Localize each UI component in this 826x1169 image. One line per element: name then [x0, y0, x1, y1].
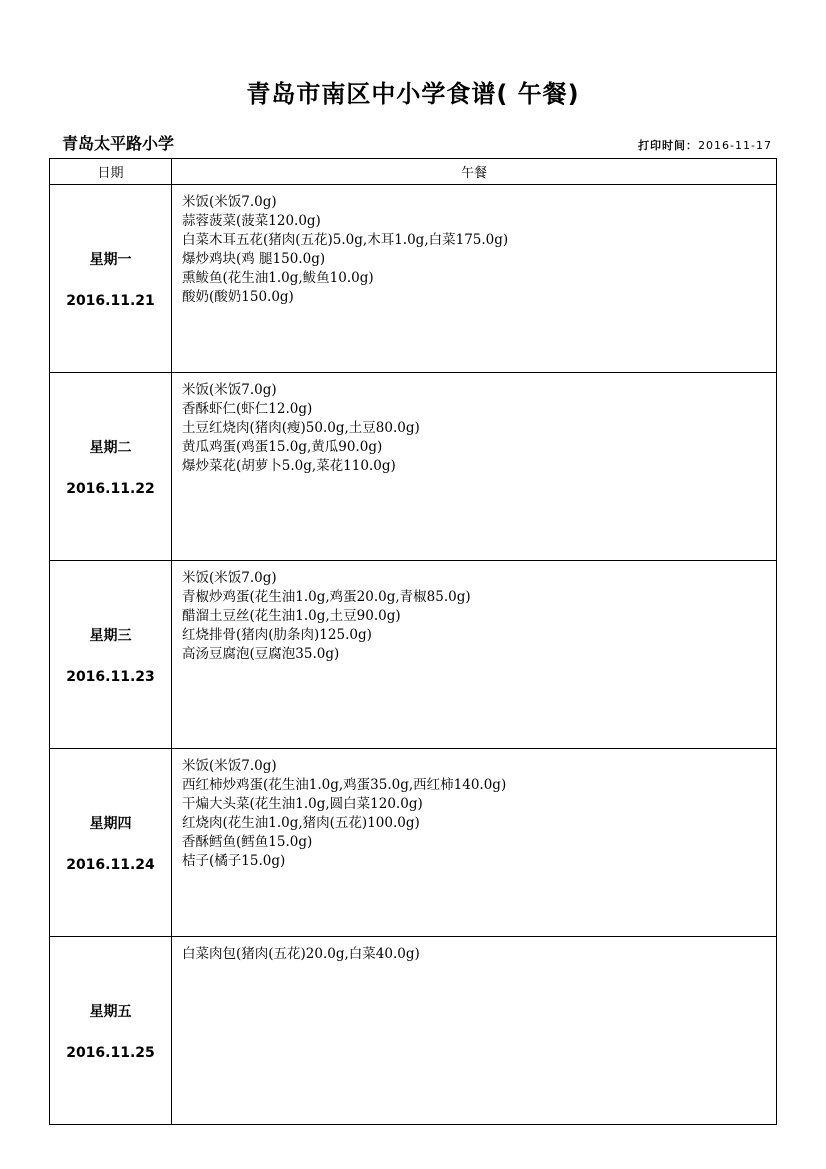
dish-item: 醋溜土豆丝(花生油1.0g,土豆90.0g) — [182, 608, 401, 624]
dish-item: 酸奶(酸奶150.0g) — [182, 289, 294, 305]
date-label: 2016.11.24 — [66, 856, 155, 873]
print-time — [638, 137, 772, 153]
dish-item: 白菜肉包(猪肉(五花)20.0g,白菜40.0g) — [182, 946, 420, 962]
table-row — [50, 561, 777, 749]
weekday-label: 星期一 — [89, 251, 132, 268]
table-row — [50, 749, 777, 937]
dish-item: 土豆红烧肉(猪肉(瘦)50.0g,土豆80.0g) — [182, 420, 420, 436]
weekday-label: 星期四 — [89, 815, 132, 832]
weekday-label: 星期二 — [89, 439, 132, 456]
weekday-label: 星期三 — [89, 627, 132, 644]
meal-cell — [172, 561, 777, 749]
dish-item: 香酥虾仁(虾仁12.0g) — [182, 401, 313, 417]
school-name: 青岛太平路小学 — [62, 134, 175, 153]
dish-item: 爆炒菜花(胡萝卜5.0g,菜花110.0g) — [182, 458, 396, 474]
dish-item: 桔子(橘子15.0g) — [182, 853, 286, 869]
date-label: 2016.11.25 — [66, 1044, 155, 1061]
date-label: 2016.11.23 — [66, 668, 155, 685]
dish-item: 红烧肉(花生油1.0g,猪肉(五花)100.0g) — [182, 815, 420, 831]
dish-item: 爆炒鸡块(鸡 腿150.0g) — [182, 251, 326, 267]
day-cell — [50, 373, 172, 561]
day-cell — [50, 561, 172, 749]
meal-cell — [172, 185, 777, 373]
day-cell — [50, 937, 172, 1125]
date-label: 2016.11.22 — [66, 480, 155, 497]
dish-item: 米饭(米饭7.0g) — [182, 194, 277, 210]
print-time-label: 打印时间： — [638, 139, 699, 152]
dish-item: 青椒炒鸡蛋(花生油1.0g,鸡蛋20.0g,青椒85.0g) — [182, 589, 471, 605]
table-header-row — [50, 159, 777, 185]
table-row — [50, 185, 777, 373]
dish-item: 米饭(米饭7.0g) — [182, 570, 277, 586]
table-row — [50, 937, 777, 1125]
day-cell — [50, 749, 172, 937]
dish-item: 蒜蓉菠菜(菠菜120.0g) — [182, 213, 321, 229]
menu-table — [49, 158, 777, 1125]
dish-item: 高汤豆腐泡(豆腐泡35.0g) — [182, 646, 340, 662]
page-title: 青岛市南区中小学食谱( 午餐) — [246, 80, 580, 108]
dish-item: 红烧排骨(猪肉(肋条肉)125.0g) — [182, 627, 372, 643]
dish-item: 黄瓜鸡蛋(鸡蛋15.0g,黄瓜90.0g) — [182, 439, 383, 455]
dish-item: 米饭(米饭7.0g) — [182, 382, 277, 398]
header-lunch: 午餐 — [172, 159, 777, 185]
meal-cell — [172, 749, 777, 937]
table-row — [50, 373, 777, 561]
dish-item: 干煸大头菜(花生油1.0g,圆白菜120.0g) — [182, 796, 423, 812]
date-label: 2016.11.21 — [66, 292, 155, 309]
dish-item: 米饭(米饭7.0g) — [182, 758, 277, 774]
day-cell — [50, 185, 172, 373]
meal-cell — [172, 937, 777, 1125]
print-time-value: 2016-11-17 — [698, 139, 772, 152]
header-date: 日期 — [50, 159, 172, 185]
dish-item: 西红柿炒鸡蛋(花生油1.0g,鸡蛋35.0g,西红柿140.0g) — [182, 777, 507, 793]
dish-item: 熏鲅鱼(花生油1.0g,鲅鱼10.0g) — [182, 270, 374, 286]
dish-item: 香酥鳕鱼(鳕鱼15.0g) — [182, 834, 313, 850]
dish-item: 白菜木耳五花(猪肉(五花)5.0g,木耳1.0g,白菜175.0g) — [182, 232, 509, 248]
weekday-label: 星期五 — [89, 1003, 132, 1020]
meal-cell — [172, 373, 777, 561]
